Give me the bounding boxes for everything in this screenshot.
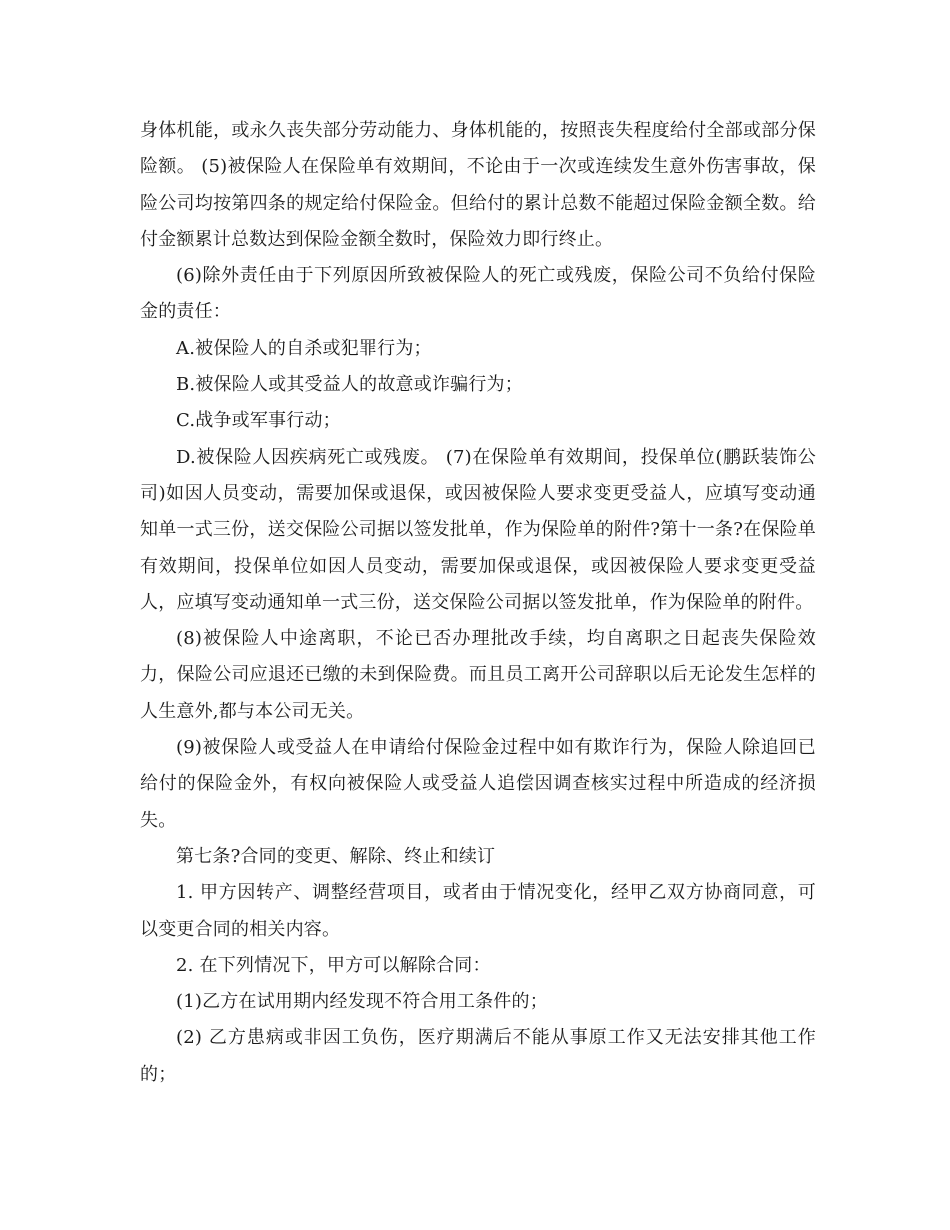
paragraph-8: (9)被保险人或受益人在申请给付保险金过程中如有欺诈行为，保险人除追回已给付的保险金外，有权向被保险人或受益人追偿因调查核实过程中所造成的经济损失。 [140,737,816,831]
paragraph-5: C.战争或军事行动； [176,410,341,432]
paragraph-13: (2) 乙方患病或非因工负伤，医疗期满后不能从事原工作又无法安排其他工作的； [140,1027,816,1085]
paragraph-12: (1)乙方在试用期内经发现不符合用工条件的； [176,991,548,1013]
document-body [140,113,816,1093]
paragraph-11: 2. 在下列情况下，甲方可以解除合同： [176,954,491,976]
paragraph-10: 1. 甲方因转产、调整经营项目，或者由于情况变化，经甲乙双方协商同意，可以变更合同的相关内容。 [140,882,816,940]
paragraph-3: A.被保险人的自杀或犯罪行为； [176,337,432,359]
paragraph-4: B.被保险人或其受益人的故意或诈骗行为； [176,374,523,396]
paragraph-2: (6)除外责任由于下列原因所致被保险人的死亡或残废，保险公司不负给付保险金的责任： [140,265,816,323]
paragraph-7: (8)被保险人中途离职，不论已否办理批改手续，均自离职之日起丧失保险效力，保险公司应退还已缴的未到保险费。而且员工离开公司辞职以后无论发生怎样的人生意外,都与本公司无关。 [140,628,816,722]
paragraph-6: D.被保险人因疾病死亡或残废。 (7)在保险单有效期间，投保单位(鹏跃装饰公司)如因人员变动，需要加保或退保，或因被保险人要求变更受益人，应填写变动通知单一式三份，送交保险公司据以签发批单，作为保险单的附件?第十一条?在保险单有效期间，投保单位如因人员变动，需要加保或退保，或因被保险人要求变更受益人，应填写变动通知单一式三份，送交保险公司据以签发批单，作为保险单的附件。 [140,446,816,613]
paragraph-1: 身体机能，或永久丧失部分劳动能力、身体机能的，按照丧失程度给付全部或部分保险额。 (5)被保险人在保险单有效期间，不论由于一次或连续发生意外伤害事故，保险公司均按第四条的规定给付保险金。但给付的累计总数不能超过保险金额全数。给付金额累计总数达到保险金额全数时，保险效力即行终止。 [140,120,816,250]
section-heading: 第七条?合同的变更、解除、终止和续订 [176,845,496,867]
